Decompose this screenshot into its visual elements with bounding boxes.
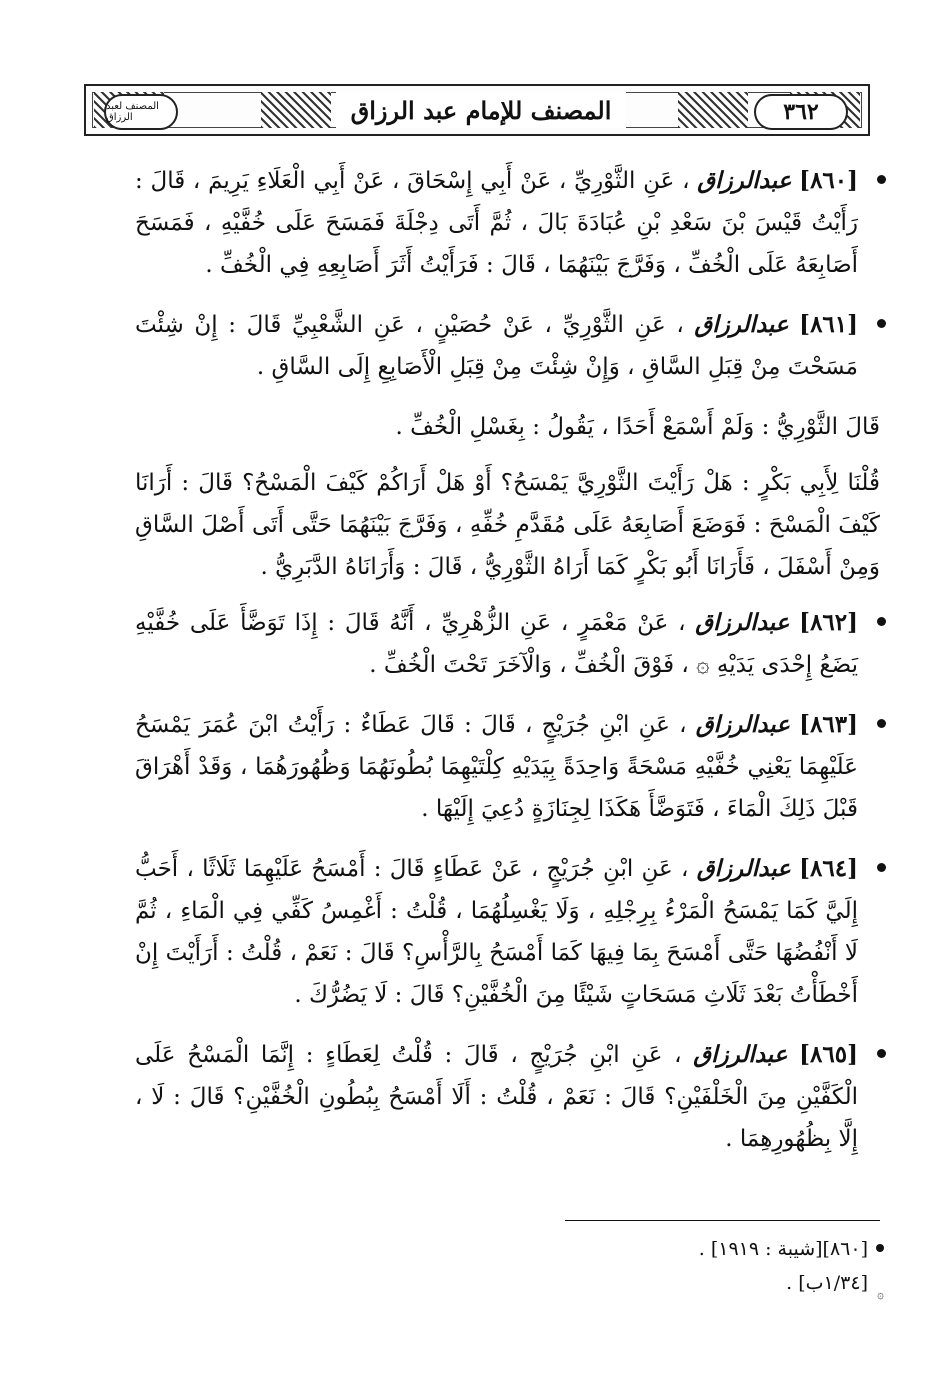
main-text — [135, 160, 880, 1178]
hadith-text: ، عَنْ مَعْمَرٍ ، عَنِ الزُّهْرِيِّ ، أَنَّهُ قَالَ : إِذَا تَوَضَّأَ عَلَى خُفَّيْهِ يَضَعُ إِحْدَى يَدَيْهِ ۞ ، فَوْقَ الْخُفِّ ، وَالْآخَرَ تَحْتَ الْخُفِّ . — [135, 610, 858, 678]
narrator: عبدالرزاق — [693, 1041, 788, 1068]
hadith-text: ، عَنِ ابْنِ جُرَيْجٍ ، قَالَ : قُلْتُ لِعَطَاءٍ : إِنَّمَا الْمَسْحُ عَلَى الْكَفَّيْنِ مِنَ الْخَلْفَيْنِ؟ قَالَ : نَعَمْ ، قُلْتُ : أَلَا أَمْسَحُ بِبُطُونِ الْخُفَّيْنِ؟ قَالَ : لَا ، إِلَّا بِظُهُورِهِمَا . — [135, 1042, 858, 1152]
hadith-text: ، عَنِ ابْنِ جُرَيْجٍ ، قَالَ : قَالَ عَطَاءٌ : رَأَيْتُ ابْنَ عُمَرَ يَمْسَحُ عَلَيْهِمَا يَعْنِي خُفَّيْهِ مَسْحَةً وَاحِدَةً بِيَدَيْهِ كِلْتَيْهِمَا بُطُونَهُمَا وَظُهُورَهُمَا ، وَقَدْ أَهْرَاقَ قَبْلَ ذَلِكَ الْمَاءَ ، فَتَوَضَّأَ هَكَذَا لِجِنَازَةٍ دُعِيَ إِلَيْهَا . — [135, 712, 858, 822]
comment-thawri — [135, 406, 880, 448]
narrator: عبدالرزاق — [697, 167, 792, 194]
footnote-divider — [565, 1220, 880, 1221]
footnote-text: [١/٣٤ب] . — [786, 1272, 868, 1294]
footnotes — [560, 1232, 884, 1301]
page-number: ٣٦٢ — [754, 94, 848, 130]
bullet-icon — [877, 863, 886, 872]
hadith-863 — [135, 704, 880, 830]
hadith-number: [٨٦٤] — [799, 855, 858, 882]
bullet-icon — [877, 319, 886, 328]
hadith-text: ، عَنِ الثَّوْرِيِّ ، عَنْ حُصَيْنٍ ، عَنِ الشَّعْبِيِّ قَالَ : إِنْ شِئْتَ مَسَحْتَ مِنْ قِبَلِ السَّاقِ ، وَإِنْ شِئْتَ مِنْ قِبَلِ الْأَصَابِعِ إِلَى السَّاقِ . — [135, 312, 858, 380]
comment-text: قَالَ الثَّوْرِيُّ : وَلَمْ أَسْمَعْ أَحَدًا ، يَقُولُ : بِغَسْلِ الْخُفِّ . — [395, 414, 880, 440]
book-logo — [104, 94, 178, 130]
bullet-icon — [877, 719, 886, 728]
hadith-864 — [135, 848, 880, 1016]
bullet-icon — [877, 1049, 886, 1058]
ornament-middle-left — [261, 92, 331, 128]
footnote-manuscript — [560, 1266, 884, 1301]
bullet-icon — [877, 617, 886, 626]
logo-text: المصنف لعبد الرزاق — [106, 101, 159, 123]
narrator: عبدالرزاق — [694, 311, 789, 338]
comment-text: قُلْنَا لِأَبِي بَكْرٍ : هَلْ رَأَيْتَ الثَّوْرِيَّ يَمْسَحُ؟ أَوْ هَلْ أَرَاكُمْ كَيْفَ الْمَسْحُ؟ قَالَ : أَرَانَا كَيْفَ الْمَسْحَ : فَوَضَعَ أَصَابِعَهُ عَلَى مُقَدَّمِ خُفِّهِ ، وَفَرَّجَ بَيْنَهُمَا حَتَّى أَتَى أَصْلَ السَّاقِ وَمِنْ أَسْفَلَ ، فَأَرَانَا أَبُو بَكْرٍ كَمَا أَرَاهُ الثَّوْرِيُّ ، قَالَ : وَأَرَانَاهُ الدَّبَرِيُّ . — [135, 470, 880, 580]
narrator: عبدالرزاق — [695, 711, 790, 738]
footnote-860 — [560, 1232, 880, 1266]
narrator: عبدالرزاق — [696, 855, 791, 882]
hadith-text: ، عَنِ ابْنِ جُرَيْجٍ ، عَنْ عَطَاءٍ قَالَ : أَمْسَحُ عَلَيْهِمَا ثَلَاثًا ، أَحَبُّ إِلَيَّ كَمَا يَمْسَحُ الْمَرْءُ بِرِجْلِهِ ، وَلَا يَغْسِلُهُمَا ، قُلْتُ : أَغْمِسُ كَفِّي فِي الْمَاءِ ، ثُمَّ لَا أَنْفُضُهَا حَتَّى أَمْسَحَ بِمَا فِيهَا كَمَا أَمْسَحُ بِالرَّأْسِ؟ قَالَ : نَعَمْ ، قُلْتُ : أَرَأَيْتَ إِنْ أَخْطَأْتُ بَعْدَ ثَلَاثِ مَسَحَاتٍ شَيْئًا مِنَ الْخُفَّيْنِ؟ قَالَ : لَا يَضُرُّكَ . — [135, 856, 858, 1008]
hadith-number: [٨٦١] — [799, 311, 859, 338]
manuscript-mark-icon: ۞ — [876, 1287, 884, 1301]
hadith-860 — [135, 160, 880, 286]
hadith-number: [٨٦٠] — [799, 167, 859, 194]
hadith-number: [٨٦٢] — [799, 609, 859, 636]
hadith-number: [٨٦٣] — [799, 711, 859, 738]
bullet-icon — [877, 175, 886, 184]
comment-abu-bakr — [135, 462, 880, 588]
hadith-861 — [135, 304, 880, 388]
footnote-text: [٨٦٠][شيبة : ١٩١٩] . — [698, 1238, 868, 1260]
hadith-865 — [135, 1034, 880, 1160]
narrator: عبدالرزاق — [695, 609, 790, 636]
page-header — [84, 84, 870, 136]
ornament-middle-right — [678, 92, 748, 128]
running-title: المصنف للإمام عبد الرزاق — [336, 92, 626, 128]
hadith-text: ، عَنِ الثَّوْرِيِّ ، عَنْ أَبِي إِسْحَاقَ ، عَنْ أَبِي الْعَلَاءِ يَرِيمَ ، قَالَ : رَأَيْتُ قَيْسَ بْنَ سَعْدِ بْنِ عُبَادَةَ بَالَ ، ثُمَّ أَتَى دِجْلَةَ فَمَسَحَ عَلَى خُفَّيْهِ ، فَمَسَحَ أَصَابِعَهُ عَلَى الْخُفِّ ، وَفَرَّجَ بَيْنَهُمَا ، قَالَ : فَرَأَيْتُ أَثَرَ أَصَابِعِهِ فِي الْخُفِّ . — [135, 168, 858, 278]
hadith-862 — [135, 602, 880, 686]
hadith-number: [٨٦٥] — [799, 1041, 858, 1068]
bullet-icon — [876, 1244, 884, 1252]
